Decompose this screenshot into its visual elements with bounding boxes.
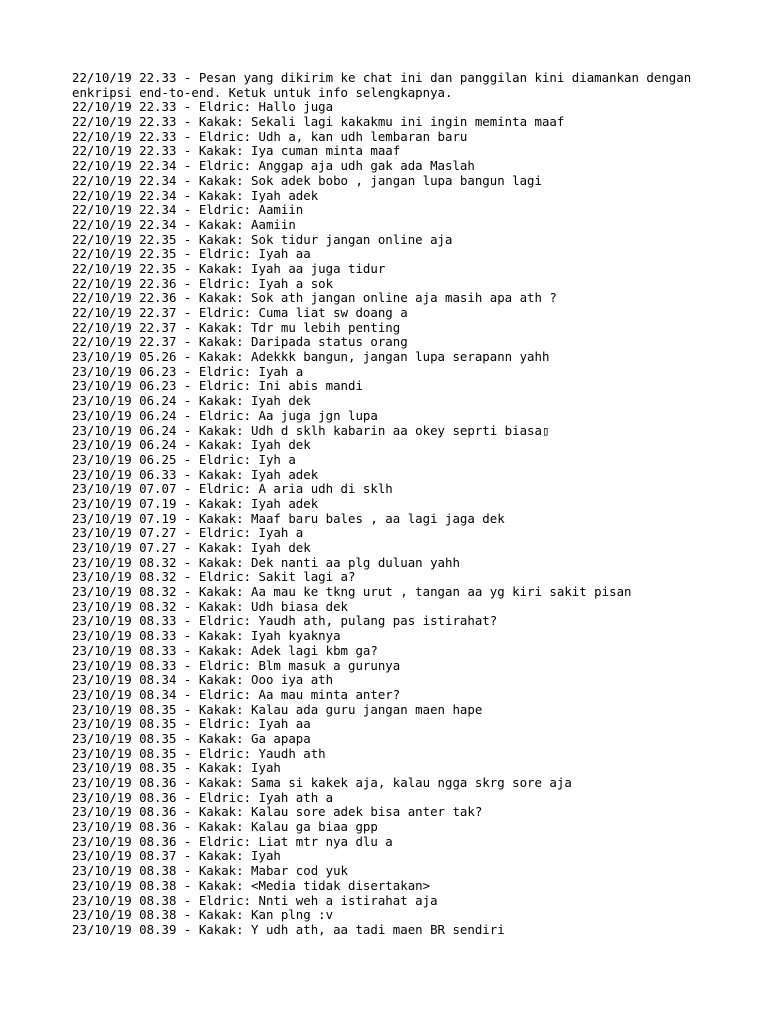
chat-log-line: 23/10/19 08.34 - Kakak: Ooo iya ath [72, 672, 334, 688]
chat-log-line: 22/10/19 22.34 - Eldric: Anggap aja udh gak ada Maslah [72, 158, 475, 174]
chat-log-line: 23/10/19 08.34 - Eldric: Aa mau minta anter? [72, 686, 401, 702]
chat-log-line: 23/10/19 07.27 - Kakak: Iyah dek [72, 540, 311, 555]
chat-log-line: 22/10/19 22.34 - Kakak: Aamiin [72, 216, 296, 232]
chat-log-line: 23/10/19 07.07 - Eldric: A aria udh di sklh [72, 481, 393, 497]
chat-log-line: 22/10/19 22.36 - Kakak: Sok ath jangan online aja masih apa ath ? [72, 290, 557, 306]
chat-log-line: 22/10/19 22.36 - Eldric: Iyah a sok [72, 275, 334, 291]
chat-log-line: 23/10/19 08.32 - Kakak: Dek nanti aa plg duluan yahh [72, 554, 460, 570]
chat-log-line: 23/10/19 06.24 - Eldric: Aa juga jgn lupa [72, 407, 378, 423]
chat-log-line: 23/10/19 08.36 - Eldric: Iyah ath a [72, 789, 334, 805]
chat-log-line: 22/10/19 22.35 - Kakak: Iyah aa juga tidur [72, 260, 386, 276]
chat-log-line: 23/10/19 08.35 - Kakak: Kalau ada guru jangan maen hape [72, 701, 483, 717]
chat-log-line: 22/10/19 22.35 - Eldric: Iyah aa [72, 246, 311, 262]
chat-log-line: 23/10/19 08.33 - Kakak: Iyah kyaknya [72, 628, 341, 644]
chat-log-line: 22/10/19 22.37 - Kakak: Daripada status orang [72, 334, 408, 350]
chat-log-line: 23/10/19 08.35 - Eldric: Iyah aa [72, 716, 311, 732]
chat-log-line: 23/10/19 06.24 - Kakak: Iyah dek [72, 393, 311, 409]
chat-log-line: 23/10/19 06.24 - Kakak: Udh d sklh kabarin aa okey seprti biasa▯ [72, 422, 550, 438]
chat-log-line: 22/10/19 22.34 - Kakak: Iyah adek [72, 187, 319, 203]
chat-log-line: 22/10/19 22.34 - Kakak: Sok adek bobo , jangan lupa bangun lagi [72, 172, 542, 188]
chat-log-line: 23/10/19 05.26 - Kakak: Adekkk bangun, jangan lupa serapann yahh [72, 349, 550, 365]
chat-log-line: 22/10/19 22.33 - Kakak: Iya cuman minta maaf [72, 143, 401, 159]
chat-log-line: 22/10/19 22.37 - Kakak: Tdr mu lebih penting [72, 319, 401, 335]
chat-log-line: 23/10/19 08.39 - Kakak: Y udh ath, aa tadi maen BR sendiri [72, 921, 505, 937]
chat-log-line: 22/10/19 22.35 - Kakak: Sok tidur jangan online aja [72, 231, 453, 247]
chat-log-line: 23/10/19 08.38 - Eldric: Nnti weh a istirahat aja [72, 892, 438, 908]
chat-log-line: 23/10/19 08.38 - Kakak: <Media tidak disertakan> [72, 877, 431, 893]
chat-log-line: 23/10/19 08.36 - Kakak: Sama si kakek aja, kalau ngga skrg sore aja [72, 775, 572, 790]
chat-log-line: 23/10/19 07.27 - Eldric: Iyah a [72, 525, 304, 541]
chat-log-line: 22/10/19 22.33 - Pesan yang dikirim ke chat ini dan panggilan kini diamankan dengan [72, 70, 692, 85]
chat-log-line: enkripsi end-to-end. Ketuk untuk info selengkapnya. [72, 84, 453, 100]
chat-log-line: 23/10/19 08.32 - Kakak: Aa mau ke tkng urut , tangan aa yg kiri sakit pisan [72, 584, 632, 600]
chat-log-line: 23/10/19 08.38 - Kakak: Kan plng :v [72, 907, 334, 923]
chat-log-line: 23/10/19 08.36 - Kakak: Kalau sore adek bisa anter tak? [72, 804, 483, 820]
chat-log-line: 23/10/19 08.33 - Eldric: Yaudh ath, pulang pas istirahat? [72, 613, 498, 629]
chat-log-line: 23/10/19 06.24 - Kakak: Iyah dek [72, 437, 311, 453]
chat-log-line: 23/10/19 08.37 - Kakak: Iyah [72, 848, 281, 864]
chat-log-line: 22/10/19 22.34 - Eldric: Aamiin [72, 202, 304, 218]
chat-log-line: 23/10/19 08.32 - Eldric: Sakit lagi a? [72, 569, 356, 585]
chat-log-line: 22/10/19 22.33 - Kakak: Sekali lagi kakakmu ini ingin meminta maaf [72, 114, 565, 130]
chat-log-line: 23/10/19 08.33 - Kakak: Adek lagi kbm ga? [72, 642, 378, 658]
chat-log-line: 23/10/19 08.35 - Kakak: Ga apapa [72, 730, 311, 746]
chat-log-line: 23/10/19 06.25 - Eldric: Iyh a [72, 451, 296, 467]
chat-log-line: 23/10/19 08.38 - Kakak: Mabar cod yuk [72, 863, 349, 879]
chat-log-line: 23/10/19 08.32 - Kakak: Udh biasa dek [72, 598, 349, 614]
chat-log-line: 23/10/19 08.35 - Eldric: Yaudh ath [72, 745, 326, 761]
chat-log-line: 22/10/19 22.33 - Eldric: Udh a, kan udh lembaran baru [72, 128, 468, 144]
chat-log-line: 22/10/19 22.33 - Eldric: Hallo juga [72, 99, 334, 115]
chat-log-line: 23/10/19 06.33 - Kakak: Iyah adek [72, 466, 319, 482]
chat-log-text [72, 71, 722, 938]
chat-log-line: 23/10/19 08.36 - Eldric: Liat mtr nya dlu a [72, 833, 393, 849]
chat-log-line: 22/10/19 22.37 - Eldric: Cuma liat sw doang a [72, 305, 408, 320]
chat-log-line: 23/10/19 07.19 - Kakak: Iyah adek [72, 495, 319, 511]
chat-log-line: 23/10/19 07.19 - Kakak: Maaf baru bales , aa lagi jaga dek [72, 510, 505, 526]
chat-log-line: 23/10/19 08.36 - Kakak: Kalau ga biaa gpp [72, 819, 378, 835]
chat-log-line: 23/10/19 06.23 - Eldric: Iyah a [72, 363, 304, 379]
chat-log-line: 23/10/19 06.23 - Eldric: Ini abis mandi [72, 378, 363, 394]
chat-log-line: 23/10/19 08.35 - Kakak: Iyah [72, 760, 281, 776]
chat-log-line: 23/10/19 08.33 - Eldric: Blm masuk a gurunya [72, 657, 401, 673]
